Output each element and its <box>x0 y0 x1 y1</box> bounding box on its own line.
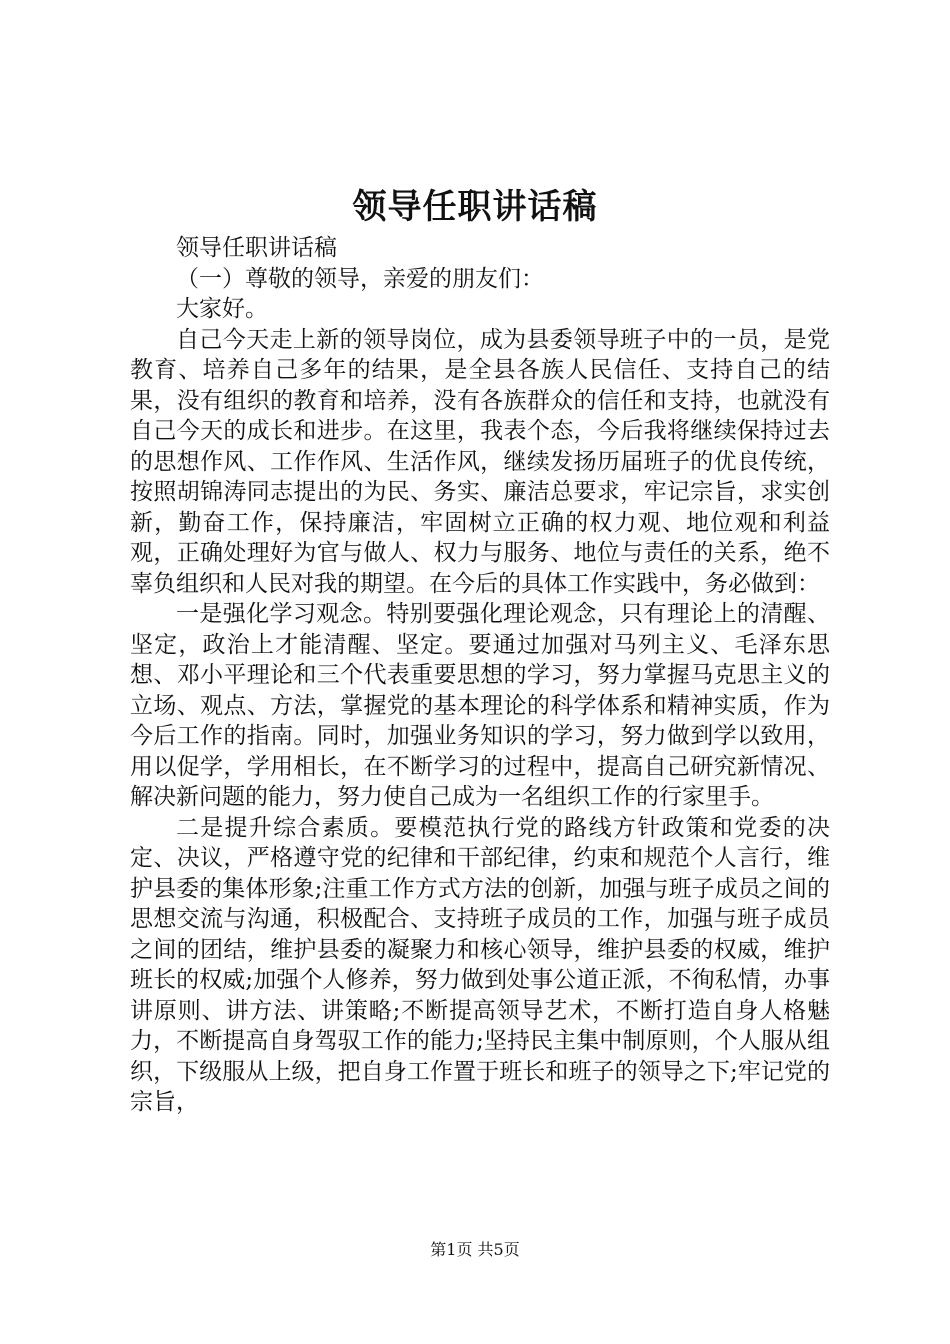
document-body <box>130 233 830 1118</box>
page-number-footer: 第1页 共5页 <box>430 1240 520 1259</box>
paragraph-point-two: 二是提升综合素质。要模范执行党的路线方针政策和党委的决定、决议，严格遵守党的纪律和干部纪律，约束和规范个人言行，维护县委的集体形象;注重工作方式方法的创新，加强与班子成员之间的思想交流与沟通，积极配合、支持班子成员的工作，加强与班子成员之间的团结，维护县委的凝聚力和核心领导，维护县委的权威，维护班长的权威;加强个人修养，努力做到处事公道正派，不徇私情，办事讲原则、讲方法、讲策略;不断提高领导艺术，不断打造自身人格魅力，不断提高自身驾驭工作的能力;坚持民主集中制原则，个人服从组织，下级服从上级，把自身工作置于班长和班子的领导之下;牢记党的宗旨， <box>130 814 830 1115</box>
paragraph-salutation: （一）尊敬的领导，亲爱的朋友们： <box>176 265 544 292</box>
paragraph-intro: 自己今天走上新的领导岗位，成为县委领导班子中的一员，是党教育、培养自己多年的结果，是全县各族人民信任、支持自己的结果，没有组织的教育和培养，没有各族群众的信任和支持，也就没有自己今天的成长和进步。在这里，我表个态，今后我将继续保持过去的思想作风、工作作风、生活作风，继续发扬历届班子的优良传统，按照胡锦涛同志提出的为民、务实、廉洁总要求，牢记宗旨，求实创新，勤奋工作，保持廉洁，牢固树立正确的权力观、地位观和利益观，正确处理好为官与做人、权力与服务、地位与责任的关系，绝不辜负组织和人民对我的期望。在今后的具体工作实践中，务必做到： <box>130 326 830 597</box>
paragraph-point-one: 一是强化学习观念。特别要强化理论观念，只有理论上的清醒、坚定，政治上才能清醒、坚定。要通过加强对马列主义、毛泽东思想、邓小平理论和三个代表重要思想的学习，努力掌握马克思主义的立场、观点、方法，掌握党的基本理论的科学体系和精神实质，作为今后工作的指南。同时，加强业务知识的学习，努力做到学以致用，用以促学，学用相长，在不断学习的过程中，提高自己研究新情况、解决新问题的能力，努力使自己成为一名组织工作的行家里手。 <box>130 601 830 810</box>
paragraph-greeting: 大家好。 <box>176 296 268 322</box>
paragraph-subtitle: 领导任职讲话稿 <box>176 235 337 261</box>
document-title: 领导任职讲话稿 <box>352 187 598 227</box>
